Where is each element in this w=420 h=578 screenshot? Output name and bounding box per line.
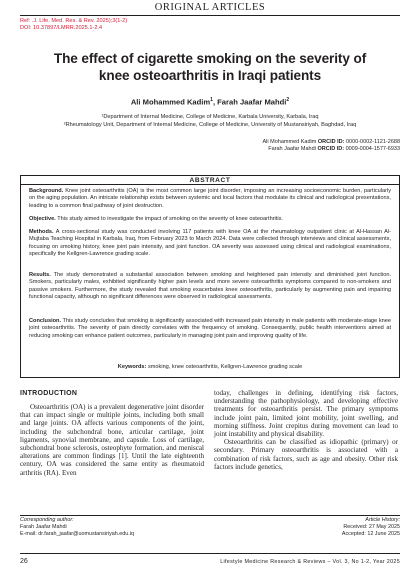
orcid-id-2[interactable]: 0009-0004-1577-6933 (345, 146, 400, 152)
author-2-affil: 2 (286, 97, 290, 103)
orcid-label-1: ORCID ID: (317, 139, 345, 145)
author-1-affil: 1 (210, 97, 213, 103)
author-1: Ali Mohammed Kadim (130, 97, 211, 107)
history-label: Article History: (365, 517, 400, 523)
page-footer-rule (20, 553, 400, 554)
title-line-2: knee osteoarthritis in Iraqi patients (98, 68, 322, 83)
title-line-1: The effect of cigarette smoking on the severity of (53, 51, 367, 66)
abstract-conclusion (29, 318, 391, 340)
results-text: The study demonstrated a substantial association between smoking and heightened pain intensity and diminished joint function. Smokers, particularly males, exhibited significantly higher pain levels and more severe osteoarthritis symptoms compared to non-smokers and passive smokers. Furthermore, the study revealed that smoking exacerbates knee osteoarthritis, particularly by augmenting pain and impairing functional capacity, although no significant differences were observed in radiological assessments. (29, 272, 392, 300)
conclusion-text: This study concludes that smoking is significantly associated with increased pain intensity in male patients with moderate-stage knee joint osteoarthritis. The severity of pain directly correlates with the frequency of smoking. Consequently, public health interventions aimed at reducing smoking can enhance patient outcomes, particularly in managing joint pain and improving quality of life. (29, 318, 391, 339)
keywords-label: Keywords: (117, 364, 147, 370)
section-label: ORIGINAL ARTICLES (154, 2, 266, 13)
article-title (30, 50, 390, 84)
orcid-line-2 (268, 146, 400, 153)
introduction-paragraph-2: today, challenges in defining, identifying risk factors, understanding the pathophysiology, and developing effective treatments for osteoarthritis persist. The primary symptoms include joint pain, limited joint mobility, joint swelling, and morning stiffness. Joint crepitus during movement can lead to joint instability and physical disability. (214, 389, 398, 439)
author-list (0, 97, 420, 107)
objective-label: Objective. (29, 216, 56, 222)
page-number: 26 (20, 558, 28, 565)
corresponding-author (20, 517, 134, 537)
abstract-background (29, 188, 391, 210)
journal-footer: Lifestyle Medicine Research & Reviews – Vol. 3, No 1-2, Year 2025 (220, 559, 400, 565)
footer-rule (20, 515, 400, 516)
corresponding-email[interactable]: E-mail: dr.farah_jaafar@uomustansiriyah.edu.iq (20, 530, 134, 537)
orcid-line-1 (263, 139, 400, 146)
objective-text: This study aimed to investigate the impact of smoking on the severity of knee osteoarthritis. (57, 216, 283, 222)
received-date: Received: 27 May 2025 (343, 523, 400, 530)
introduction-paragraph-1: Osteoarthritis (OA) is a prevalent degenerative joint disorder that can impact single or multiple joints, including both small and large joints. OA affects various components of the joint, including the subchondral bone, articular cartilage, joint ligaments, synovial membrane, and capsule. Loss of cartilage, subchondral bone sclerosis, osteophyte formation, and meniscal alterations are common findings [1]. Until the late eighteenth century, OA was considered the same entity as rheumatoid arthritis (RA). Even (20, 403, 204, 477)
orcid-name-2: Farah Jaafar Mahdi (268, 146, 316, 152)
keywords-text: smoking, knee osteoarthritis, Kellgren-Lawrence grading scale (147, 364, 303, 370)
abstract-methods (29, 229, 391, 258)
introduction-paragraph-3: Osteoarthritis can be classified as idiopathic (primary) or secondary. Primary osteoarthritis is associated with a combination of risk factors, such as age and obesity. Other risk factors include genetics, (214, 438, 398, 471)
methods-text: A cross-sectional study was conducted involving 117 patients with knee OA at the rheumatology outpatient clinic at Al-Hassan Al-Mujtaba Teaching Hospital in Karbala, Iraq, from February 2023 to March 2024. Data were collected through interviews and clinical assessments, focusing on smoking history, knee joint pain intensity, and joint function. OA severity was assessed using clinical and radiological examinations, specifically the Kellgren-Lawrence grading scale. (29, 229, 392, 257)
reference-doi[interactable]: DOI: 10.37897/LMRR.2025.1-2.4 (20, 25, 103, 31)
abstract-results (29, 272, 391, 301)
body-column-left (20, 388, 204, 477)
article-history (342, 517, 400, 537)
background-text: Knee joint osteoarthritis (OA) is the most common large joint disorder, imposing an increasing socioeconomic burden, particularly on the aging population. An intricate relationship exists between systemic and local factors that modulate its clinical and radiological presentations, leading to a common final pathway of joint destruction. (29, 188, 391, 209)
orcid-label-2: ORCID ID: (317, 146, 345, 152)
author-separator: , (212, 97, 218, 107)
corresponding-label: Corresponding author: (20, 517, 74, 523)
results-label: Results. (29, 272, 51, 278)
header-rule (20, 15, 400, 16)
introduction-heading: INTRODUCTION (20, 390, 78, 397)
accepted-date: Accepted: 12 June 2025 (341, 530, 400, 537)
abstract-objective (29, 216, 391, 223)
body-column-right (214, 389, 398, 471)
keywords (20, 364, 400, 370)
background-label: Background. (29, 188, 64, 194)
abstract-heading: ABSTRACT (189, 177, 231, 184)
affiliation-1: ¹Department of Internal Medicine, College of Medicine, Karbala University, Karbala, Iraq (101, 114, 319, 120)
reference-citation: Ref: .J. Life. Med. Res. & Rev. 2025);3(1-2) (20, 18, 128, 24)
abstract-head-rule (20, 184, 400, 185)
corresponding-name: Farah Jaafar Mahdi (20, 523, 67, 530)
affiliation-2: ²Rheumatology Unit, Department of Internal Medicine, College of Medicine, University of Mustansiriyah, Baghdad, Iraq (63, 122, 357, 128)
author-2: Farah Jaafar Mahdi (217, 97, 287, 107)
conclusion-label: Conclusion. (29, 318, 62, 324)
methods-label: Methods. (29, 229, 54, 235)
orcid-name-1: Ali Mohammed Kadim (262, 139, 317, 145)
orcid-id-1[interactable]: 0000-0002-1121-2688 (345, 139, 400, 145)
